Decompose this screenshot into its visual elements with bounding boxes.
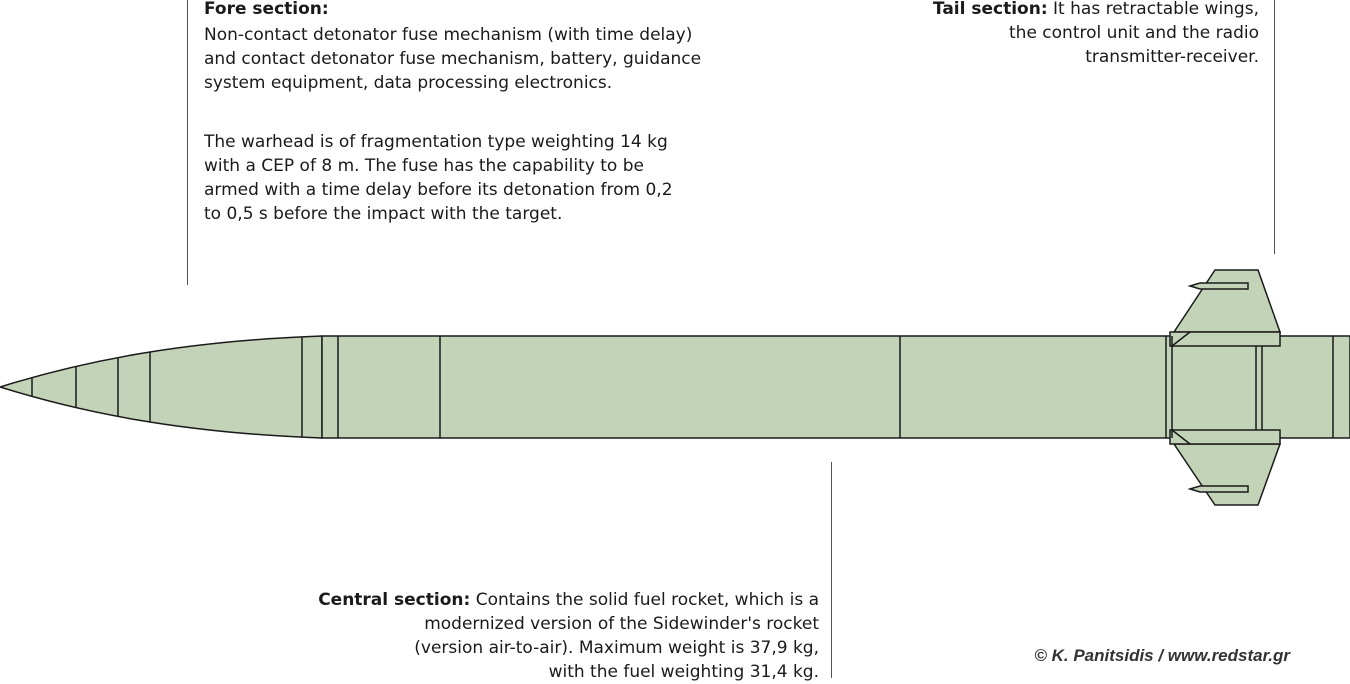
central-line-rest: Contains the solid fuel rocket, which is a xyxy=(470,590,819,610)
tail-line: the control unit and the radio xyxy=(1009,23,1259,43)
lower-fin-antenna xyxy=(1190,486,1248,492)
warhead-line: with a CEP of 8 m. The fuse has the capability to be xyxy=(204,156,644,176)
copyright-credit: © K. Panitsidis / www.redstar.gr xyxy=(1034,646,1290,665)
fore-line: and contact detonator fuse mechanism, battery, guidance xyxy=(204,49,702,69)
tail-line-rest: It has retractable wings, xyxy=(1047,0,1259,19)
central-line: with the fuel weighting 31,4 kg. xyxy=(548,662,819,682)
lower-tail-fin xyxy=(1174,444,1280,505)
warhead-line: armed with a time delay before its detonation from 0,2 xyxy=(204,180,673,200)
warhead-line: to 0,5 s before the impact with the target. xyxy=(204,204,563,224)
fore-line: Non-contact detonator fuse mechanism (with time delay) xyxy=(204,25,693,45)
tail-line: transmitter-receiver. xyxy=(1085,47,1259,67)
fore-section-title: Fore section: xyxy=(204,0,329,19)
body-tube xyxy=(322,336,1350,438)
central-section-title: Central section: xyxy=(318,590,471,610)
central-line: modernized version of the Sidewinder's rocket xyxy=(424,614,819,634)
nose-cone xyxy=(0,336,322,438)
warhead-line: The warhead is of fragmentation type weighting 14 kg xyxy=(204,132,668,152)
upper-tail-fin xyxy=(1174,270,1280,332)
tail-section-title: Tail section: xyxy=(932,0,1048,19)
upper-fin-antenna xyxy=(1190,283,1248,289)
central-line: (version air-to-air). Maximum weight is 37,9 kg, xyxy=(414,638,819,658)
fore-line: system equipment, data processing electronics. xyxy=(204,73,613,93)
